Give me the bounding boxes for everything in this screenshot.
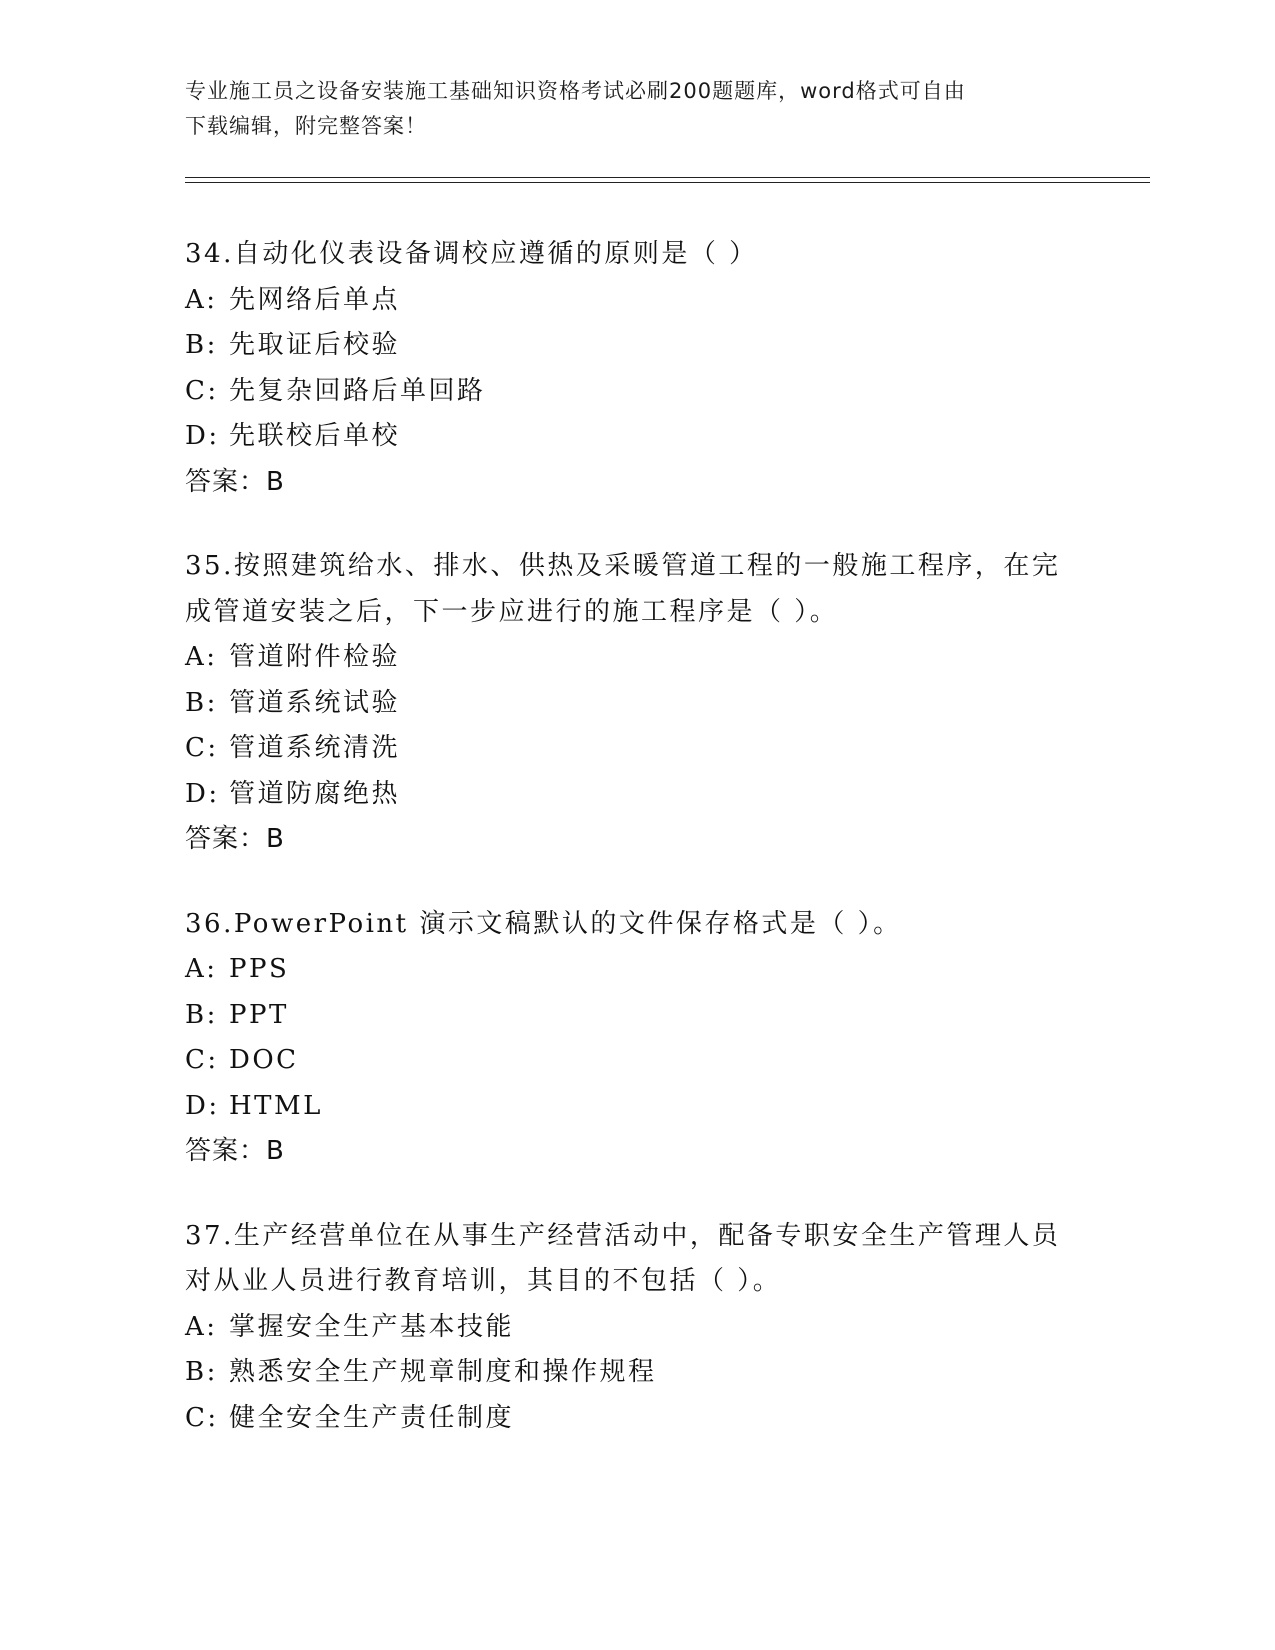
answer-line: 答案：B <box>185 824 285 854</box>
option-letter: A: <box>185 642 218 672</box>
option-letter: D: <box>185 778 220 809</box>
option-d <box>185 772 1085 818</box>
option-text: 管道系统试验 <box>229 687 401 718</box>
header-line-1: 专业施工员之设备安装施工基础知识资格考试必刷200题题库，word格式可自由 <box>185 79 966 103</box>
question-35 <box>185 544 1085 863</box>
option-b <box>185 323 1085 369</box>
option-text: 先复杂回路后单回路 <box>229 375 486 406</box>
header-divider-bottom <box>185 182 1150 183</box>
question-stem-line-1: 35.按照建筑给水、排水、供热及采暖管道工程的一般施工程序，在完 <box>185 551 1061 581</box>
option-text: 先网络后单点 <box>229 284 401 315</box>
question-list <box>185 232 1085 1480</box>
option-letter: C: <box>185 1045 219 1075</box>
question-stem-line-2: 成管道安装之后，下一步应进行的施工程序是（ ）。 <box>185 596 839 627</box>
option-c <box>185 1396 1085 1442</box>
option-letter: C: <box>185 1402 219 1433</box>
option-letter: D: <box>185 421 220 451</box>
option-text: DOC <box>229 1045 299 1075</box>
option-letter: A: <box>185 1311 218 1342</box>
question-stem: 34.自动化仪表设备调校应遵循的原则是（ ） <box>185 239 758 269</box>
option-a <box>185 635 1085 681</box>
option-text: 先联校后单校 <box>229 421 401 451</box>
option-c <box>185 369 1085 415</box>
question-36 <box>185 902 1085 1175</box>
option-a <box>185 1305 1085 1351</box>
option-b <box>185 1350 1085 1396</box>
question-34 <box>185 232 1085 505</box>
option-letter: B: <box>185 999 218 1030</box>
option-d <box>185 1084 1085 1130</box>
option-text: 管道系统清洗 <box>229 733 401 763</box>
option-a <box>185 947 1085 993</box>
option-text: PPS <box>229 954 290 984</box>
option-letter: B: <box>185 687 218 718</box>
option-letter: A: <box>185 284 218 315</box>
question-stem-line-1: 37.生产经营单位在从事生产经营活动中，配备专职安全生产管理人员 <box>185 1220 1061 1251</box>
option-letter: D: <box>185 1090 220 1121</box>
option-text: 先取证后校验 <box>229 330 401 360</box>
question-37 <box>185 1214 1085 1442</box>
option-a <box>185 278 1085 324</box>
option-c <box>185 1038 1085 1084</box>
option-text: 管道附件检验 <box>229 642 401 672</box>
question-stem: 36.PowerPoint 演示文稿默认的文件保存格式是（ ）。 <box>185 908 902 939</box>
answer-line: 答案：B <box>185 1136 285 1166</box>
option-text: 掌握安全生产基本技能 <box>229 1311 515 1342</box>
question-stem-line-2: 对从业人员进行教育培训，其目的不包括（ ）。 <box>185 1266 782 1296</box>
option-letter: C: <box>185 375 219 406</box>
header-divider-top <box>185 177 1150 178</box>
option-text: HTML <box>229 1090 323 1121</box>
option-letter: C: <box>185 733 219 763</box>
option-b <box>185 993 1085 1039</box>
option-letter: A: <box>185 954 218 984</box>
document-header <box>185 74 1065 144</box>
option-c <box>185 726 1085 772</box>
option-text: PPT <box>229 999 289 1030</box>
header-line-2: 下载编辑，附完整答案！ <box>185 114 427 138</box>
option-text: 管道防腐绝热 <box>229 778 401 809</box>
option-text: 健全安全生产责任制度 <box>229 1402 515 1433</box>
answer-line: 答案：B <box>185 466 285 497</box>
option-letter: B: <box>185 330 218 360</box>
option-b <box>185 681 1085 727</box>
option-d <box>185 414 1085 460</box>
option-text: 熟悉安全生产规章制度和操作规程 <box>229 1357 657 1387</box>
option-letter: B: <box>185 1357 218 1387</box>
